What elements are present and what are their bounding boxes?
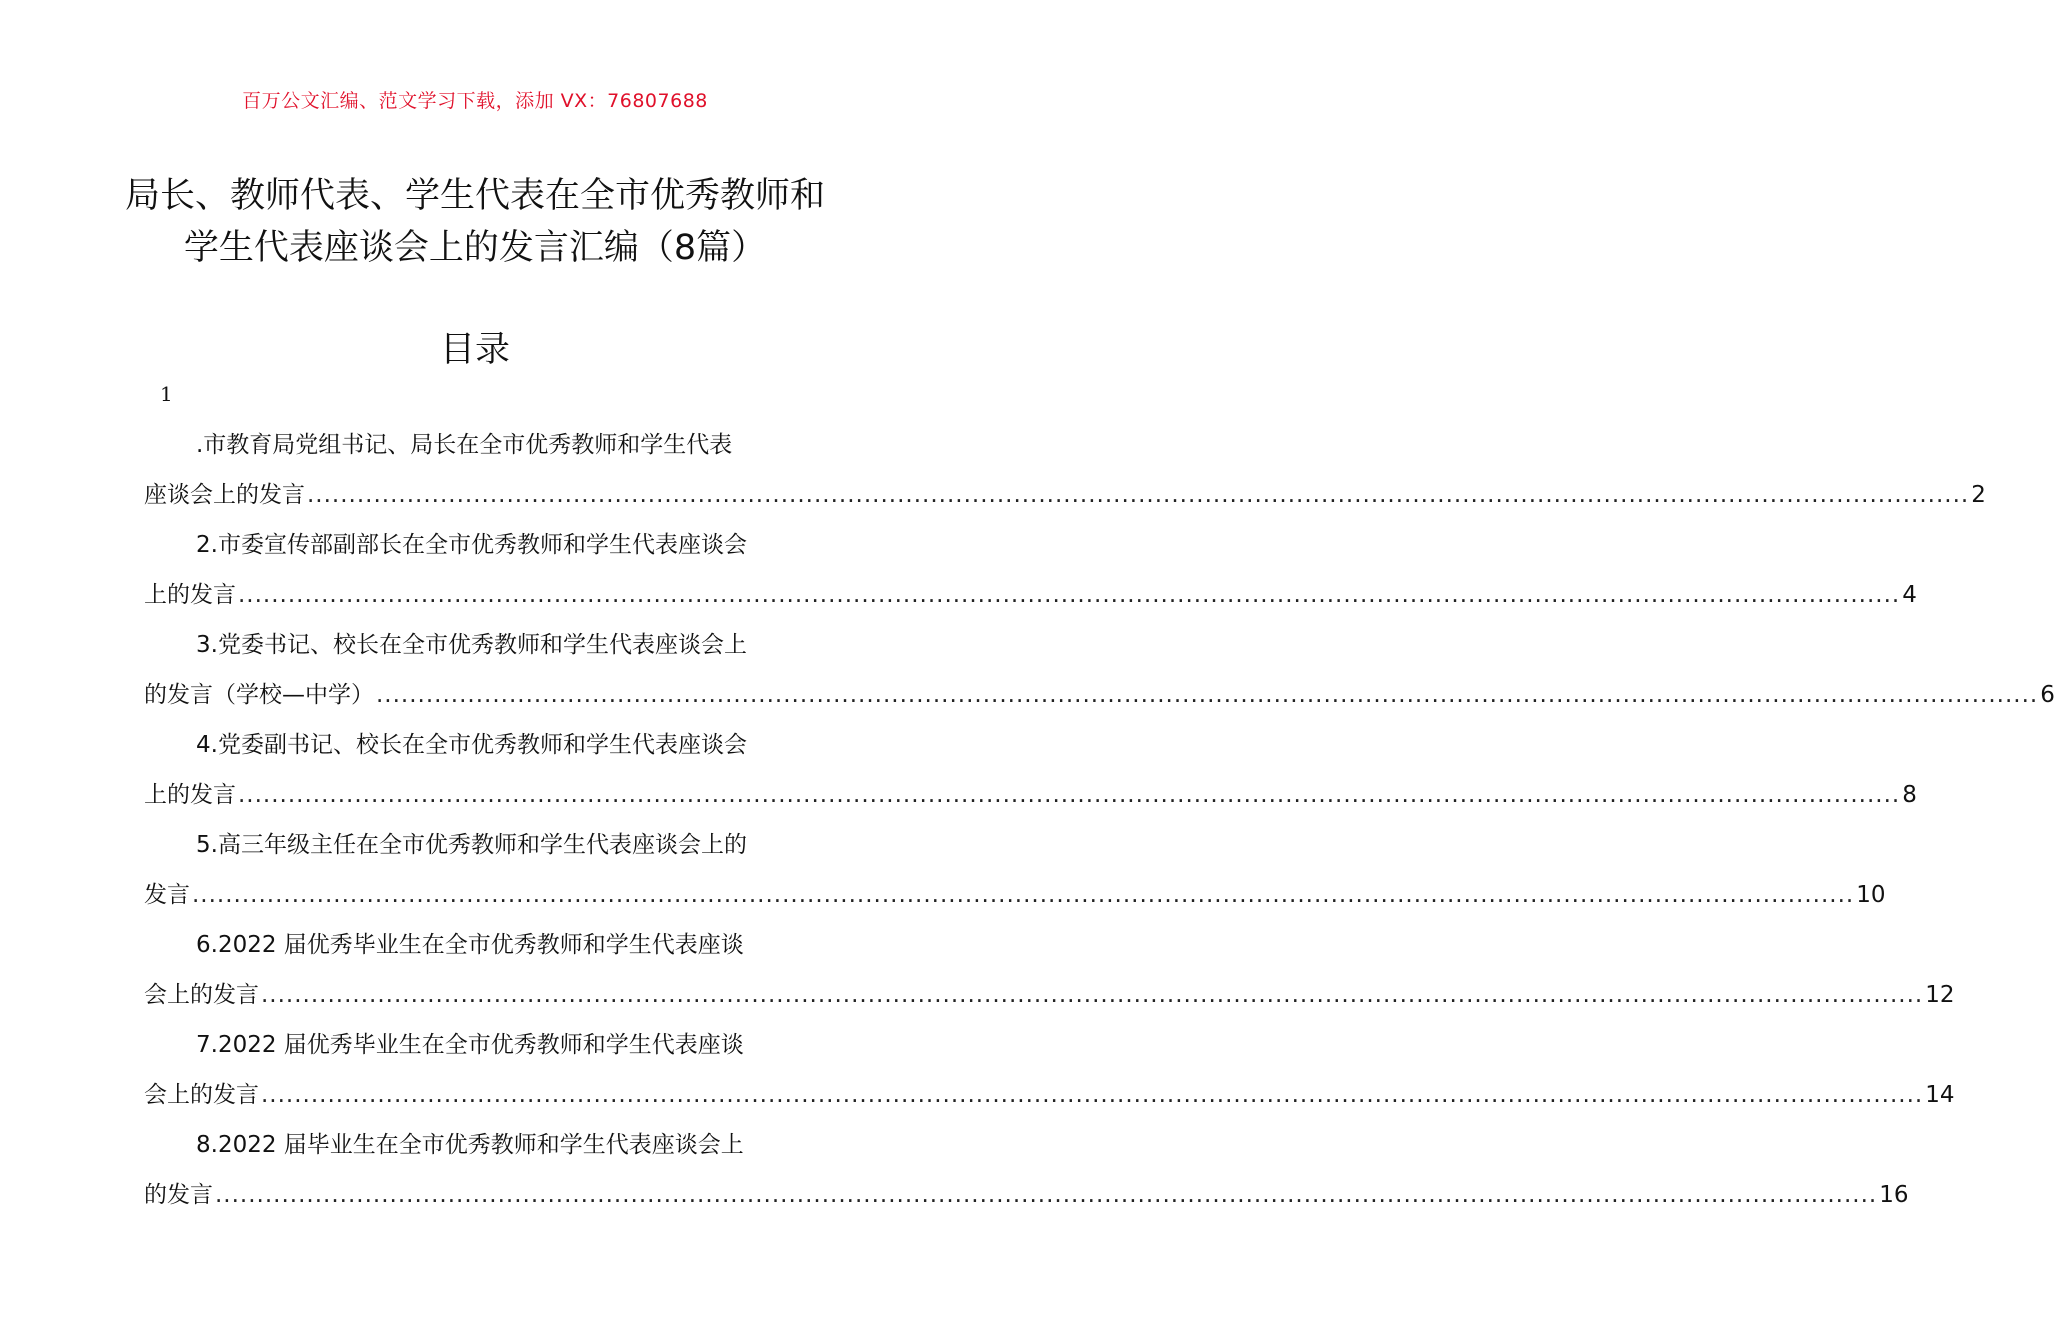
toc-leader-dots: ........................................................................................................................................................................................................ [376,682,2039,708]
toc-page-number: 6 [2040,682,2055,708]
table-of-contents [144,420,2055,1220]
toc-entry-title: 7.2022 届优秀毕业生在全市优秀教师和学生代表座谈 [196,1032,744,1058]
toc-entry[interactable] [144,1120,1909,1220]
toc-entry-title: 4.党委副书记、校长在全市优秀教师和学生代表座谈会 [196,732,747,758]
toc-leader-dots: ........................................................................................................................................................................................................ [307,482,1970,508]
toc-entry-title-cont: 上的发言 [144,582,236,608]
toc-entry[interactable] [144,820,1886,920]
toc-heading: 目录 [439,330,510,370]
toc-page-number: 10 [1856,882,1886,908]
toc-page-number: 12 [1925,982,1955,1008]
toc-leader-dots: ........................................................................................................................................................................................................ [192,882,1855,908]
toc-page-number: 2 [1971,482,1986,508]
toc-leader-dots: ........................................................................................................................................................................................................ [261,1082,1924,1108]
toc-entry-title: 3.党委书记、校长在全市优秀教师和学生代表座谈会上 [196,632,747,658]
toc-entry-title-cont: 的发言 [144,1182,213,1208]
toc-entry-title: 5.高三年级主任在全市优秀教师和学生代表座谈会上的 [196,832,747,858]
toc-entry-title-cont: 发言 [144,882,190,908]
toc-entry-title: 8.2022 届毕业生在全市优秀教师和学生代表座谈会上 [196,1132,744,1158]
toc-entry[interactable] [144,520,1917,620]
toc-entry-title: .市教育局党组书记、局长在全市优秀教师和学生代表 [196,432,733,458]
toc-leader-dots: ........................................................................................................................................................................................................ [261,982,1924,1008]
toc-entry-title-cont: 的发言（学校—中学） [144,682,374,708]
toc-page-number: 14 [1925,1082,1955,1108]
document-title: 局长、教师代表、学生代表在全市优秀教师和学生代表座谈会上的发言汇编（8篇） [124,176,825,268]
toc-entry[interactable] [144,1020,1955,1120]
toc-entry[interactable] [144,720,1917,820]
toc-page-number: 4 [1902,582,1917,608]
toc-entry-title: 2.市委宣传部副部长在全市优秀教师和学生代表座谈会 [196,532,747,558]
toc-leader-dots: ........................................................................................................................................................................................................ [238,582,1901,608]
stray-page-number: 1 [160,382,173,406]
toc-leader-dots: ........................................................................................................................................................................................................ [215,1182,1878,1208]
toc-entry[interactable] [144,920,1955,1020]
toc-entry[interactable] [144,620,2055,720]
toc-entry-title-cont: 会上的发言 [144,982,259,1008]
toc-page-number: 16 [1879,1182,1909,1208]
toc-entry-title-cont: 会上的发言 [144,1082,259,1108]
toc-page-number: 8 [1902,782,1917,808]
header-note: 百万公文汇编、范文学习下载，添加 VX：76807688 [242,90,708,112]
toc-entry-title: 6.2022 届优秀毕业生在全市优秀教师和学生代表座谈 [196,932,744,958]
toc-entry-title-cont: 座谈会上的发言 [144,482,305,508]
toc-leader-dots: ........................................................................................................................................................................................................ [238,782,1901,808]
toc-entry[interactable] [144,420,1986,520]
toc-entry-title-cont: 上的发言 [144,782,236,808]
